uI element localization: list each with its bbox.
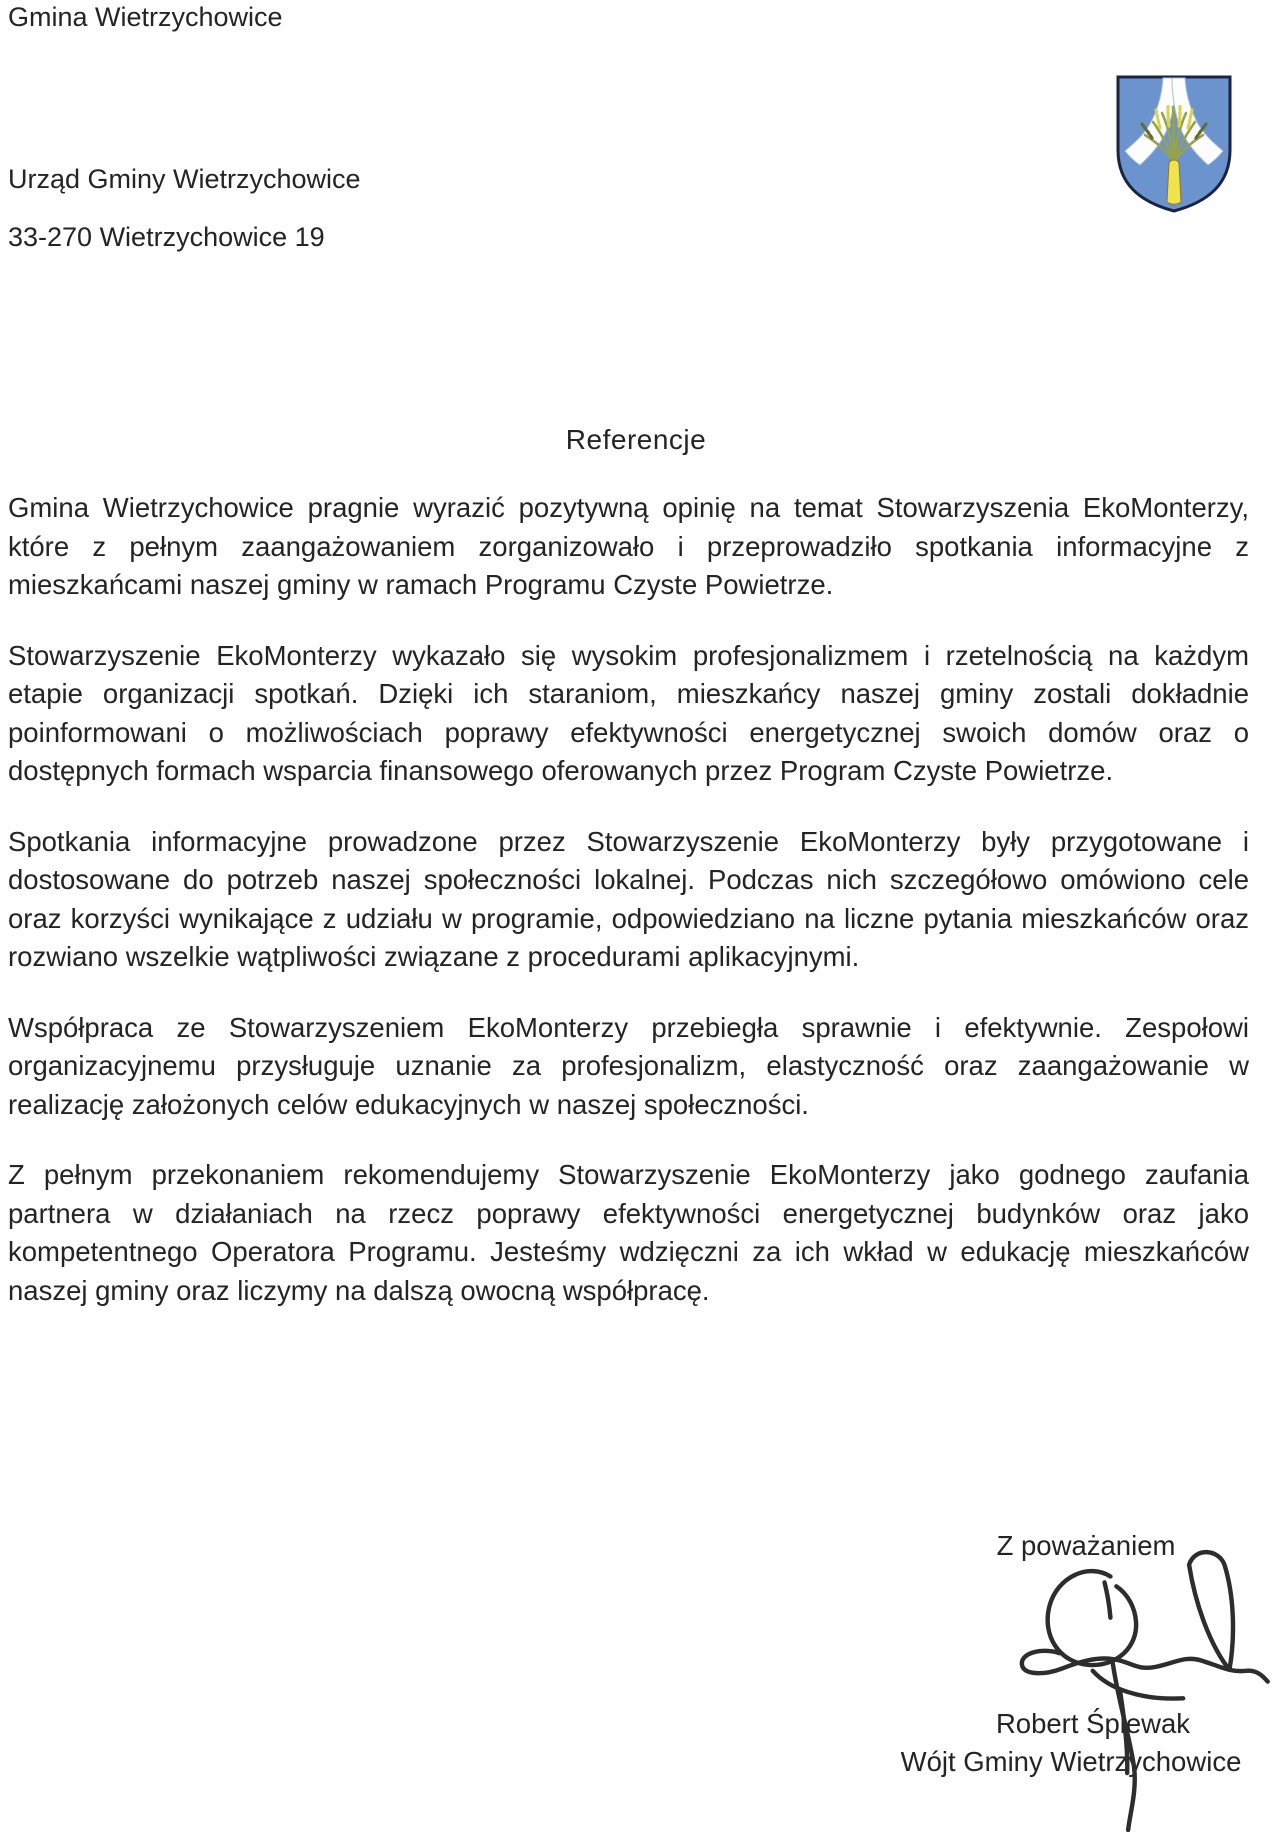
closing-phrase: Z poważaniem [996,1530,1176,1561]
paragraph-5: Z pełnym przekonaniem rekomendujemy Stowarzyszenie EkoMonterzy jako godnego zaufania partnera w działaniach na rzecz poprawy efektywności energetycznej budynków oraz jako kompetentnego Operatora Programu. Jesteśmy wdzięczni za ich wkład w edukację mieszkańców naszej gminy oraz liczymy na dalszą owocną współpracę. [8,1159,1249,1306]
paragraph-2: Stowarzyszenie EkoMonterzy wykazało się wysokim profesjonalizmem i rzetelnością na każdym etapie organizacji spotkań. Dzięki ich staraniom, mieszkańcy naszej gminy zostali dokładnie poinformowani o możliwościach poprawy efektywności energetycznej swoich domów oraz o dostępnych formach wsparcia finansowego oferowanych przez Program Czyste Powietrze. [8,639,1249,786]
letter-body [8,489,1249,1342]
sender-address: 33-270 Wietrzychowice 19 [8,222,325,252]
sender-org-name: Gmina Wietrzychowice [8,2,283,32]
handwritten-signature [1000,1545,1272,1832]
signer-name: Robert Śpiewak [995,1708,1191,1739]
signer-title: Wójt Gminy Wietrzychowice [900,1746,1242,1777]
crest-tree-trunk [1167,160,1181,204]
paragraph-4: Współpraca ze Stowarzyszeniem EkoMonterzy przebiegła sprawnie i efektywnie. Zespołowi organizacyjnemu przysługuje uznanie za profesjonalizm, elastyczność oraz zaangażowanie w realizację założonych celów edukacyjnych w naszej społeczności. [8,1011,1249,1120]
sender-office-name: Urząd Gminy Wietrzychowice [8,164,361,194]
coat-of-arms-icon [1112,72,1236,215]
document-title: Referencje [565,424,707,455]
paragraph-3: Spotkania informacyjne prowadzone przez Stowarzyszenie EkoMonterzy były przygotowane i dostosowane do potrzeb naszej społeczności lokalnej. Podczas nich szczegółowo omówiono cele oraz korzyści wynikające z udziału w programie, odpowiedziano na liczne pytania mieszkańców oraz rozwiano wszelkie wątpliwości związane z procedurami aplikacyjnymi. [8,825,1249,972]
paragraph-1: Gmina Wietrzychowice pragnie wyrazić pozytywną opinię na temat Stowarzyszenia EkoMonterzy, które z pełnym zaangażowaniem zorganizowało i przeprowadziło spotkania informacyjne z mieszkańcami naszej gminy w ramach Programu Czyste Powietrze. [8,492,1249,600]
